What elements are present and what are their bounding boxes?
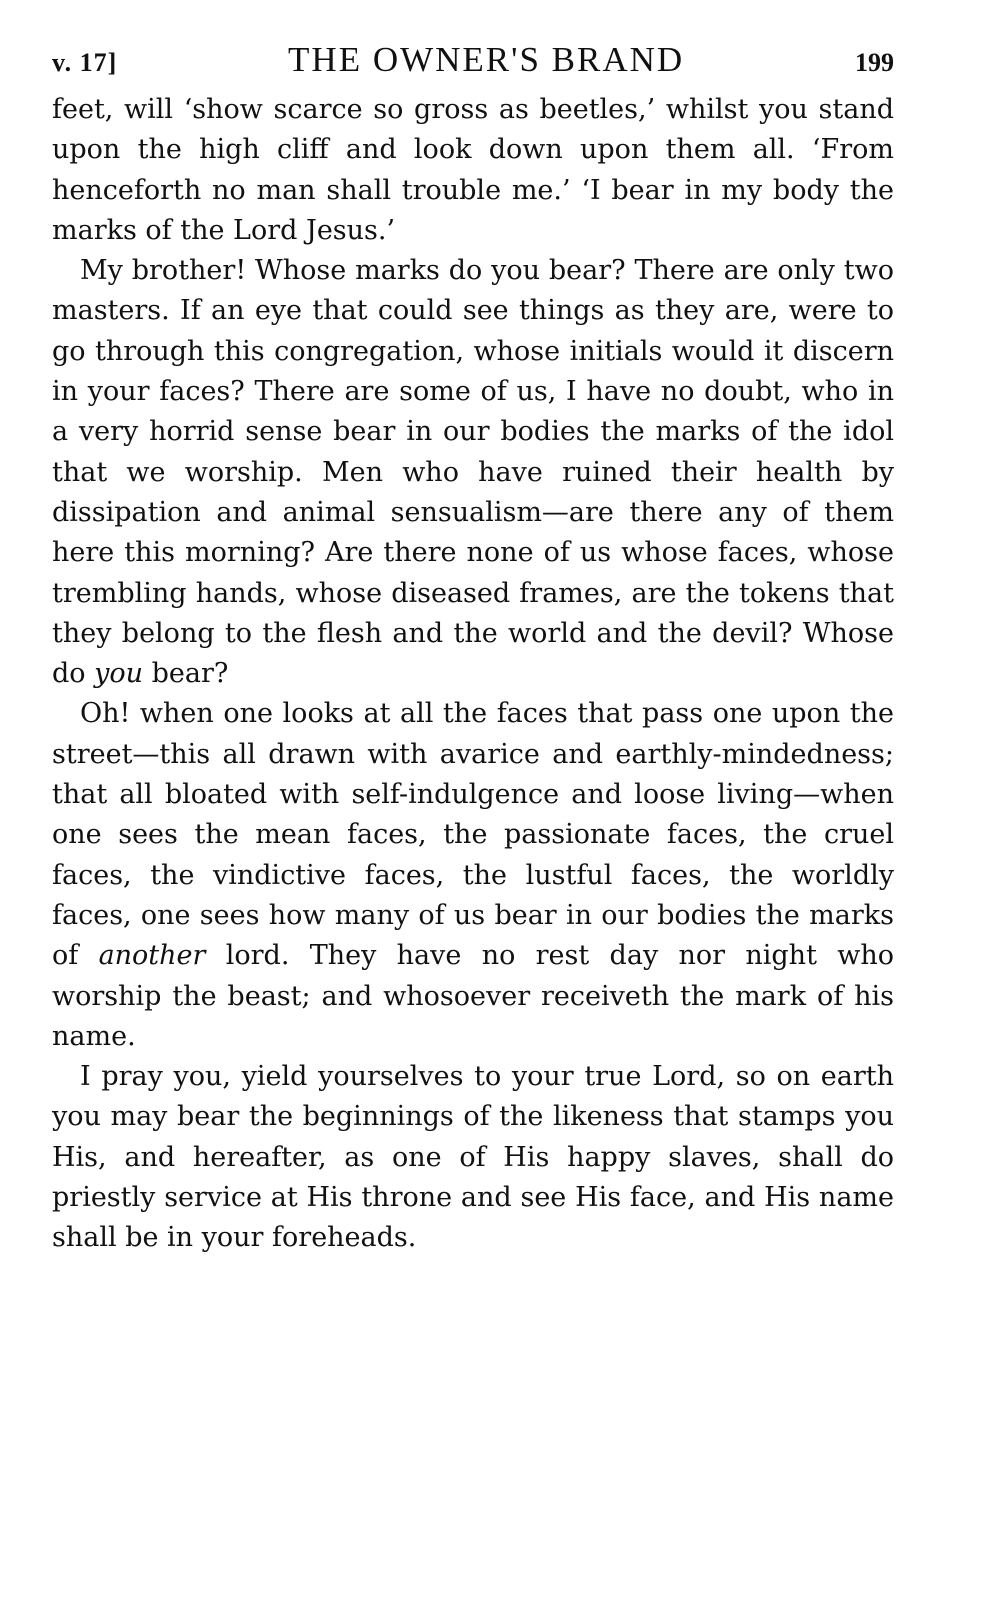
paragraph-3-tail: lord. They have no rest day nor night who worship the beast; and whosoever receiveth the mark of his name. [52,940,894,1052]
paragraph-2-tail-b: bear? [143,658,229,690]
running-head [52,40,894,80]
paragraph-2 [52,251,894,694]
paragraph-3 [52,694,894,1057]
paragraph-3-italic: another [98,940,206,972]
paragraph-3-main: Oh! when one looks at all the faces that pass one upon the street—this all drawn with avarice and earthly-mindedness; that all bloated with self-indulgence and loose living—when one sees the mean faces, the passionate faces, the cruel faces, the vindictive faces, the lustful faces, the worldly faces, one sees how many of us bear in our bodies the marks of [52,698,894,972]
paragraph-4: I pray you, yield yourselves to your true Lord, so on earth you may bear the beginnings of the likeness that stamps you His, and hereafter, as one of His happy slaves, shall do priestly service at His throne and see His face, and His name shall be in your foreheads. [52,1061,894,1254]
paragraph-2-italic: you [94,658,144,690]
paragraph-1: feet, will ‘show scarce so gross as beetles,’ whilst you stand upon the high cliff and look down upon them all. ‘From henceforth no man shall trouble me.’ ‘I bear in my body the marks of the Lord Jesus.’ [52,94,894,246]
page-number: 199 [855,48,894,77]
running-title: THE OWNER'S BRAND [288,40,685,79]
paragraph-2-main: My brother! Whose marks do you bear? There are only two masters. If an eye that could see things as they are, were to go through this congregation, whose initials would it discern in your faces? There are some of us, I have no doubt, who in a very horrid sense bear in our bodies the marks of the idol that we worship. Men who have ruined their health by dissipation and animal sensualism—are there any of them here this morning? Are there none of us whose faces, whose trembling hands, whose diseased frames, are the tokens that they belong to the flesh and the world and the devil? [52,255,894,649]
verse-reference: v. 17] [52,48,118,77]
book-page [52,40,894,1259]
paragraph-2-tail-a: Whose do [52,617,894,690]
